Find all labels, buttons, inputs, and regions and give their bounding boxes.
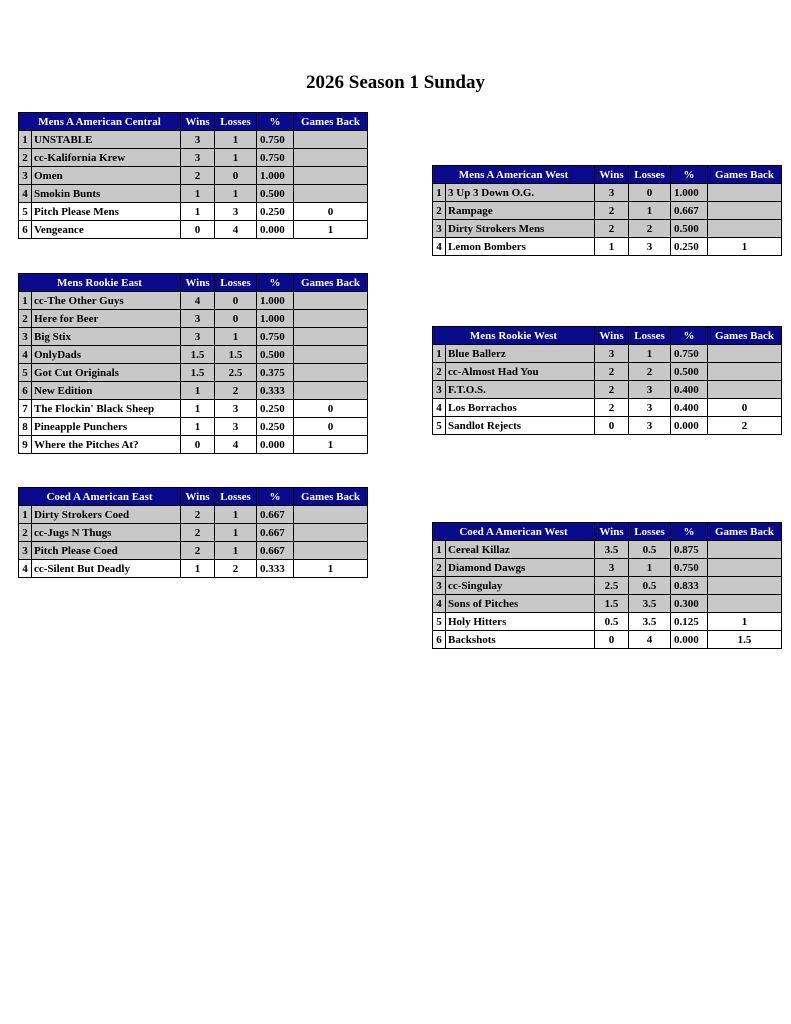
games-back-cell [708,202,782,220]
division-name: Coed A American West [433,523,595,541]
header-games-back: Games Back [294,488,368,506]
rank-cell: 1 [433,345,446,363]
pct-cell: 1.000 [671,184,708,202]
wins-cell: 1 [181,418,215,436]
header-losses: Losses [629,523,671,541]
pct-cell: 0.125 [671,613,708,631]
page-title: 2026 Season 1 Sunday [306,72,485,93]
games-back-cell [708,541,782,559]
wins-cell: 1 [181,560,215,578]
losses-cell: 1 [215,149,257,167]
pct-cell: 0.500 [671,363,708,381]
rank-cell: 5 [433,613,446,631]
losses-cell: 3 [215,418,257,436]
table-row [19,400,368,418]
team-name: Cereal Killaz [446,541,595,559]
team-name: Pineapple Punchers [32,418,181,436]
header-games-back: Games Back [294,274,368,292]
rank-cell: 2 [19,524,32,542]
team-name: Diamond Dawgs [446,559,595,577]
losses-cell: 1.5 [215,346,257,364]
games-back-cell [294,167,368,185]
rank-cell: 6 [19,221,32,239]
header-losses: Losses [215,488,257,506]
header-losses: Losses [215,113,257,131]
table-row [19,310,368,328]
losses-cell: 3 [629,417,671,435]
team-name: cc-Kalifornia Krew [32,149,181,167]
rank-cell: 9 [19,436,32,454]
rank-cell: 7 [19,400,32,418]
rank-cell: 3 [19,542,32,560]
division-name: Coed A American East [19,488,181,506]
losses-cell: 0.5 [629,577,671,595]
rank-cell: 2 [433,202,446,220]
pct-cell: 0.667 [257,506,294,524]
table-row [433,202,782,220]
losses-cell: 1 [629,559,671,577]
team-name: Vengeance [32,221,181,239]
team-name: Holy Hitters [446,613,595,631]
wins-cell: 1 [181,400,215,418]
games-back-cell: 0 [294,400,368,418]
table-row [433,363,782,381]
team-name: Omen [32,167,181,185]
team-name: Backshots [446,631,595,649]
table-row [19,328,368,346]
table-row [19,436,368,454]
table-row [19,364,368,382]
losses-cell: 2 [629,363,671,381]
rank-cell: 2 [19,310,32,328]
table-row [433,381,782,399]
pct-cell: 1.000 [257,310,294,328]
team-name: Pitch Please Coed [32,542,181,560]
games-back-cell [708,345,782,363]
wins-cell: 3 [181,131,215,149]
rank-cell: 1 [433,184,446,202]
wins-cell: 2 [181,506,215,524]
team-name: Smokin Bunts [32,185,181,203]
losses-cell: 0 [215,167,257,185]
table-row [19,542,368,560]
rank-cell: 1 [19,292,32,310]
rank-cell: 4 [433,595,446,613]
standings-table-4 [18,487,368,578]
header-pct: % [257,274,294,292]
standings-table-0 [18,112,368,239]
table-row [433,631,782,649]
rank-cell: 1 [19,131,32,149]
rank-cell: 6 [433,631,446,649]
team-name: Blue Ballerz [446,345,595,363]
rank-cell: 5 [19,364,32,382]
wins-cell: 0 [595,417,629,435]
division-name: Mens A American Central [19,113,181,131]
pct-cell: 0.667 [257,524,294,542]
pct-cell: 0.750 [671,559,708,577]
table-row [19,346,368,364]
pct-cell: 0.000 [257,221,294,239]
games-back-cell: 0 [294,203,368,221]
rank-cell: 8 [19,418,32,436]
losses-cell: 2 [215,382,257,400]
table-row [19,203,368,221]
games-back-cell [708,595,782,613]
header-losses: Losses [215,274,257,292]
games-back-cell [708,220,782,238]
rank-cell: 3 [433,220,446,238]
pct-cell: 1.000 [257,292,294,310]
team-name: Big Stix [32,328,181,346]
pct-cell: 1.000 [257,167,294,185]
losses-cell: 4 [629,631,671,649]
header-wins: Wins [181,274,215,292]
standings-table-3 [432,326,782,435]
games-back-cell [294,346,368,364]
wins-cell: 1.5 [595,595,629,613]
team-name: Here for Beer [32,310,181,328]
losses-cell: 1 [215,542,257,560]
rank-cell: 2 [19,149,32,167]
pct-cell: 0.400 [671,399,708,417]
team-name: cc-Singulay [446,577,595,595]
wins-cell: 3 [595,559,629,577]
wins-cell: 2 [595,363,629,381]
pct-cell: 0.833 [671,577,708,595]
losses-cell: 1 [215,131,257,149]
losses-cell: 1 [215,506,257,524]
team-name: Pitch Please Mens [32,203,181,221]
losses-cell: 0 [215,310,257,328]
games-back-cell [294,149,368,167]
table-row [433,559,782,577]
games-back-cell: 1 [708,238,782,256]
games-back-cell: 1 [708,613,782,631]
team-name: Got Cut Originals [32,364,181,382]
wins-cell: 2 [595,381,629,399]
losses-cell: 1 [215,328,257,346]
rank-cell: 4 [19,185,32,203]
wins-cell: 2.5 [595,577,629,595]
pct-cell: 0.875 [671,541,708,559]
pct-cell: 0.250 [671,238,708,256]
table-row [433,577,782,595]
losses-cell: 1 [215,185,257,203]
wins-cell: 1 [181,203,215,221]
pct-cell: 0.500 [257,185,294,203]
rank-cell: 4 [433,238,446,256]
wins-cell: 0.5 [595,613,629,631]
team-name: Los Borrachos [446,399,595,417]
rank-cell: 3 [19,167,32,185]
games-back-cell [294,524,368,542]
rank-cell: 2 [433,363,446,381]
wins-cell: 0 [181,221,215,239]
games-back-cell [294,542,368,560]
rank-cell: 4 [19,560,32,578]
team-name: Lemon Bombers [446,238,595,256]
header-wins: Wins [595,327,629,345]
games-back-cell [294,328,368,346]
table-row [433,541,782,559]
table-row [433,220,782,238]
losses-cell: 3 [215,203,257,221]
division-name: Mens Rookie East [19,274,181,292]
games-back-cell [294,506,368,524]
wins-cell: 1.5 [181,346,215,364]
games-back-cell: 1 [294,436,368,454]
pct-cell: 0.750 [257,149,294,167]
games-back-cell: 0 [294,418,368,436]
losses-cell: 0 [215,292,257,310]
games-back-cell [294,310,368,328]
header-wins: Wins [595,166,629,184]
games-back-cell [708,363,782,381]
table-row [433,417,782,435]
standings-header-row [433,166,782,184]
table-row [433,595,782,613]
pct-cell: 0.250 [257,203,294,221]
pct-cell: 0.300 [671,595,708,613]
team-name: cc-The Other Guys [32,292,181,310]
table-row [433,238,782,256]
header-games-back: Games Back [708,166,782,184]
team-name: 3 Up 3 Down O.G. [446,184,595,202]
wins-cell: 0 [181,436,215,454]
header-games-back: Games Back [294,113,368,131]
losses-cell: 1 [629,202,671,220]
standings-table-5 [432,522,782,649]
pct-cell: 0.375 [257,364,294,382]
games-back-cell [294,292,368,310]
header-wins: Wins [595,523,629,541]
header-games-back: Games Back [708,523,782,541]
header-pct: % [671,523,708,541]
losses-cell: 2 [215,560,257,578]
pct-cell: 0.333 [257,382,294,400]
pct-cell: 0.333 [257,560,294,578]
losses-cell: 2.5 [215,364,257,382]
games-back-cell [294,382,368,400]
pct-cell: 0.750 [257,328,294,346]
team-name: Dirty Strokers Coed [32,506,181,524]
losses-cell: 3 [629,381,671,399]
wins-cell: 1 [181,185,215,203]
standings-header-row [19,488,368,506]
header-pct: % [671,327,708,345]
wins-cell: 4 [181,292,215,310]
wins-cell: 2 [181,524,215,542]
wins-cell: 3.5 [595,541,629,559]
losses-cell: 1 [215,524,257,542]
team-name: UNSTABLE [32,131,181,149]
standings-header-row [433,327,782,345]
header-wins: Wins [181,488,215,506]
rank-cell: 4 [433,399,446,417]
losses-cell: 3 [629,399,671,417]
team-name: cc-Jugs N Thugs [32,524,181,542]
losses-cell: 3 [629,238,671,256]
team-name: Rampage [446,202,595,220]
games-back-cell [294,131,368,149]
wins-cell: 1.5 [181,364,215,382]
losses-cell: 2 [629,220,671,238]
table-row [19,418,368,436]
header-pct: % [257,488,294,506]
rank-cell: 5 [433,417,446,435]
table-row [433,345,782,363]
rank-cell: 3 [433,577,446,595]
games-back-cell [708,184,782,202]
team-name: OnlyDads [32,346,181,364]
games-back-cell: 1 [294,560,368,578]
rank-cell: 3 [19,328,32,346]
header-losses: Losses [629,166,671,184]
division-name: Mens Rookie West [433,327,595,345]
header-losses: Losses [629,327,671,345]
division-name: Mens A American West [433,166,595,184]
games-back-cell: 2 [708,417,782,435]
team-name: Dirty Strokers Mens [446,220,595,238]
rank-cell: 1 [433,541,446,559]
losses-cell: 0.5 [629,541,671,559]
games-back-cell: 1.5 [708,631,782,649]
header-pct: % [257,113,294,131]
table-row [19,185,368,203]
header-wins: Wins [181,113,215,131]
pct-cell: 0.667 [671,202,708,220]
pct-cell: 0.000 [671,631,708,649]
pct-cell: 0.750 [671,345,708,363]
table-row [19,382,368,400]
team-name: Where the Pitches At? [32,436,181,454]
table-row [433,613,782,631]
games-back-cell: 0 [708,399,782,417]
wins-cell: 2 [595,220,629,238]
team-name: The Flockin' Black Sheep [32,400,181,418]
games-back-cell [708,577,782,595]
wins-cell: 3 [181,310,215,328]
pct-cell: 0.400 [671,381,708,399]
pct-cell: 0.750 [257,131,294,149]
table-row [19,506,368,524]
pct-cell: 0.667 [257,542,294,560]
table-row [433,184,782,202]
wins-cell: 3 [181,328,215,346]
table-row [19,560,368,578]
team-name: cc-Silent But Deadly [32,560,181,578]
table-row [19,292,368,310]
wins-cell: 2 [595,399,629,417]
games-back-cell [294,364,368,382]
standings-table-2 [18,273,368,454]
team-name: New Edition [32,382,181,400]
pct-cell: 0.000 [257,436,294,454]
rank-cell: 4 [19,346,32,364]
standings-header-row [433,523,782,541]
losses-cell: 4 [215,436,257,454]
rank-cell: 5 [19,203,32,221]
losses-cell: 3 [215,400,257,418]
table-row [433,399,782,417]
standings-table-1 [432,165,782,256]
games-back-cell [708,559,782,577]
wins-cell: 2 [181,167,215,185]
losses-cell: 0 [629,184,671,202]
wins-cell: 1 [181,382,215,400]
games-back-cell: 1 [294,221,368,239]
pct-cell: 0.250 [257,418,294,436]
rank-cell: 6 [19,382,32,400]
team-name: Sandlot Rejects [446,417,595,435]
losses-cell: 3.5 [629,613,671,631]
table-row [19,221,368,239]
table-row [19,167,368,185]
table-row [19,524,368,542]
wins-cell: 3 [595,184,629,202]
wins-cell: 3 [595,345,629,363]
losses-cell: 4 [215,221,257,239]
losses-cell: 1 [629,345,671,363]
header-games-back: Games Back [708,327,782,345]
wins-cell: 2 [595,202,629,220]
wins-cell: 3 [181,149,215,167]
games-back-cell [708,381,782,399]
rank-cell: 1 [19,506,32,524]
pct-cell: 0.500 [257,346,294,364]
table-row [19,131,368,149]
standings-header-row [19,274,368,292]
games-back-cell [294,185,368,203]
header-pct: % [671,166,708,184]
rank-cell: 2 [433,559,446,577]
team-name: F.T.O.S. [446,381,595,399]
wins-cell: 1 [595,238,629,256]
pct-cell: 0.250 [257,400,294,418]
pct-cell: 0.000 [671,417,708,435]
pct-cell: 0.500 [671,220,708,238]
wins-cell: 0 [595,631,629,649]
team-name: Sons of Pitches [446,595,595,613]
team-name: cc-Almost Had You [446,363,595,381]
table-row [19,149,368,167]
losses-cell: 3.5 [629,595,671,613]
rank-cell: 3 [433,381,446,399]
standings-header-row [19,113,368,131]
wins-cell: 2 [181,542,215,560]
